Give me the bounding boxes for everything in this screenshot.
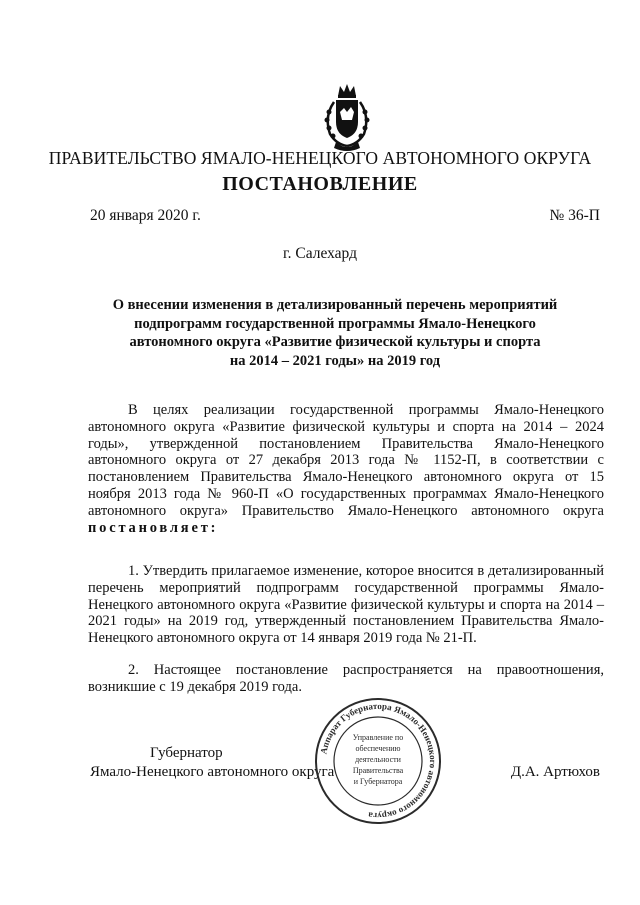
stamp-line: и Губернатора [353, 777, 403, 786]
subject-line: О внесении изменения в детализированный перечень мероприятий [112, 297, 558, 313]
coat-of-arms-icon [318, 82, 376, 152]
signatory-role-line1: Губернатор [150, 745, 223, 761]
signatory-name: Д.А. Артюхов [510, 764, 600, 780]
preamble-text: В целях реализации государственной программы Ямало-Ненецкого автономного округа «Развитие физической культуры и спорта на 2014 – 2024 годы», утвержденной постановлением Правительства Ямало-Ненецкого автономного округа от 27 декабря 2013 года № 1152-П, в соответствии с постановлением Правительства Ямало-Ненецкого автономного округа от 15 ноября 2013 года № 960-П «О государственных программах Ямало-Ненецкого автономного округа» Правительство Ямало-Ненецкого автономного округа [88, 402, 604, 519]
signatory-role-line2: Ямало-Ненецкого автономного округа [90, 764, 335, 780]
stamp-ring-text: Аппарат Губернатора Ямало-Ненецкого автономного округа [318, 700, 439, 822]
document-date: 20 января 2020 г. [90, 207, 201, 224]
decree-word: постановляет: [88, 519, 219, 536]
document-number: № 36-П [549, 207, 600, 224]
item-2-paragraph: 2. Настоящее постановление распространяется на правоотношения, возникшие с 19 декабря 2019 года. [88, 662, 604, 695]
stamp-line: обеспечению [355, 744, 401, 753]
stamp-line: Правительства [352, 766, 404, 775]
preamble-paragraph [88, 402, 604, 536]
organization-title: ПРАВИТЕЛЬСТВО ЯМАЛО-НЕНЕЦКОГО АВТОНОМНОГО ОКРУГА [48, 148, 592, 168]
document-city: г. Салехард [283, 245, 357, 262]
official-stamp [313, 696, 443, 826]
stamp-line: деятельности [355, 755, 401, 764]
subject-line: на 2014 – 2021 годы» на 2019 год [229, 352, 441, 369]
item-1-paragraph: 1. Утвердить прилагаемое изменение, которое вносится в детализированный перечень мероприятий подпрограмм государственной программы Ямало-Ненецкого автономного округа «Развитие физической культуры и спорта на 2014 – 2021 годы» на 2019 год, утвержденный постановлением Правительства Ямало-Ненецкого автономного округа от 14 января 2019 года № 21-П. [88, 563, 604, 647]
document-subject [100, 296, 570, 370]
subject-line: подпрограмм государственной программы Ямало-Ненецкого [134, 315, 536, 332]
stamp-line: Управление по [352, 733, 404, 742]
subject-line: автономного округа «Развитие физической культуры и спорта [129, 334, 541, 350]
document-type-title: ПОСТАНОВЛЕНИЕ [222, 173, 418, 195]
